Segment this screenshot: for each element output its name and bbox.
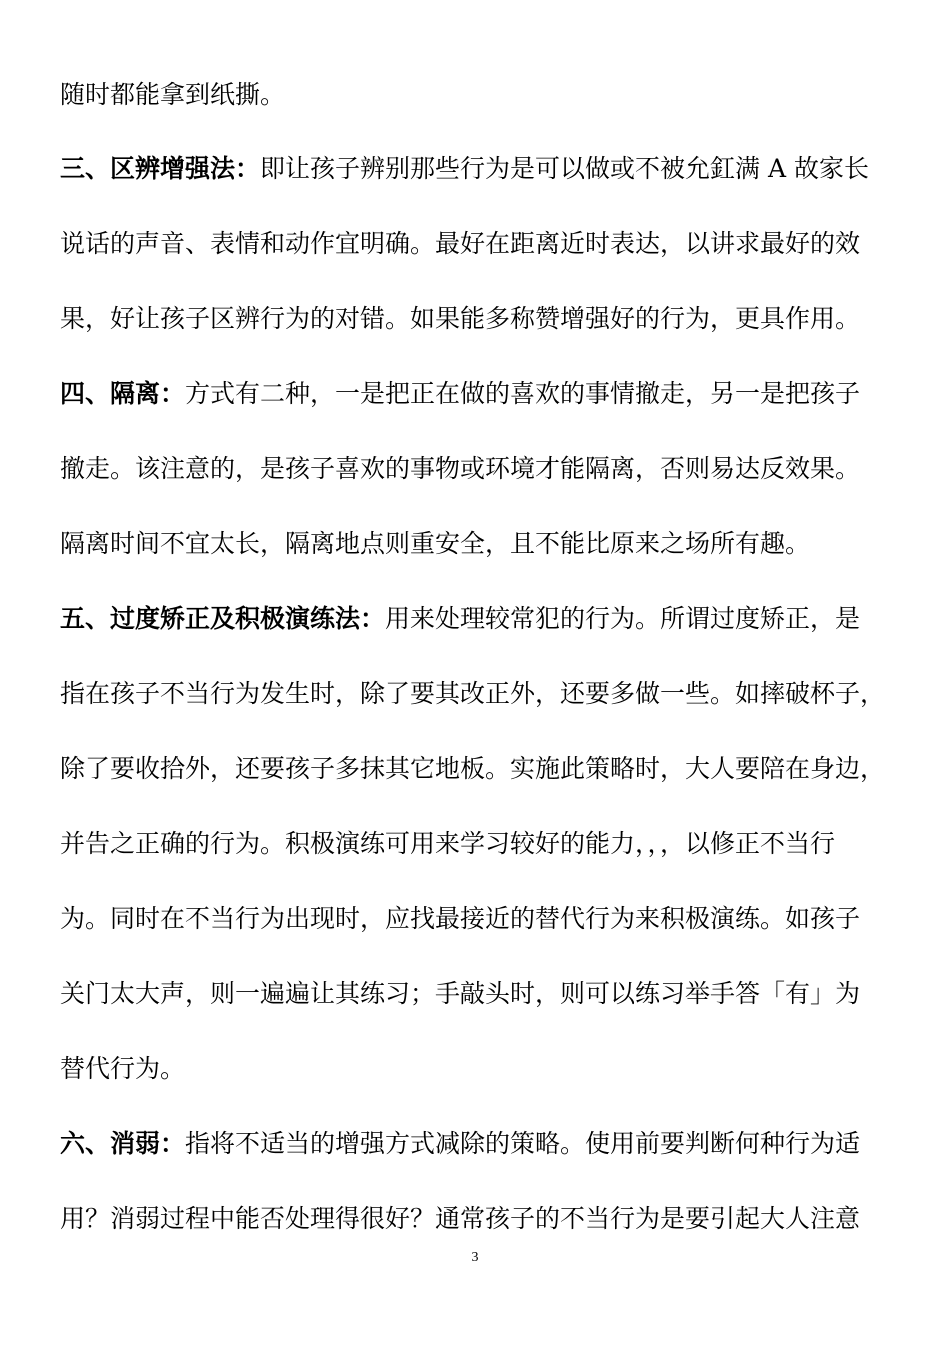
line-14-text: 替代行为。 (60, 1054, 186, 1083)
text-line-8 (60, 603, 900, 635)
line-10-text: 除了要收拾外，还要孩子多抹其它地板。实施此策略时，大人要陪在身边， (60, 754, 886, 783)
section-heading-four: 四、隔离： (60, 379, 186, 408)
text-line-15 (60, 1128, 900, 1160)
line-11-text: 并告之正确的行为。积极演练可用来学习较好的能力，，，以修正不当行 (60, 829, 836, 858)
line-1-text: 随时都能拿到纸撕。 (60, 80, 286, 109)
text-line-11 (60, 828, 900, 860)
line-15-text: 指将不适当的增强方式减除的策略。使用前要判断何种行为适 (185, 1129, 861, 1158)
text-line-3 (60, 228, 900, 260)
line-2-text: 即让孩子辨别那些行为是可以做或不被允釭满 A 故家长 (260, 154, 869, 183)
text-line-4 (60, 303, 900, 335)
line-13-text: 关门太大声，则一遍遍让其练习；手敲头时，则可以练习举手答「有」为 (60, 979, 861, 1008)
line-9-text: 指在孩子不当行为发生时，除了要其改正外，还要多做一些。如摔破杯子， (60, 679, 886, 708)
line-7-text: 隔离时间不宜太长，隔离地点则重安全，且不能比原来之场所有趣。 (60, 529, 811, 558)
text-line-7 (60, 528, 900, 560)
line-12-text: 为。同时在不当行为出现时，应找最接近的替代行为来积极演练。如孩子 (60, 904, 861, 933)
text-line-16 (60, 1203, 900, 1235)
text-line-5 (60, 378, 900, 410)
section-heading-five: 五、过度矫正及积极演练法： (60, 604, 386, 633)
line-4-text: 果，好让孩子区辨行为的对错。如果能多称赞增强好的行为，更具作用。 (60, 304, 861, 333)
text-line-1 (60, 79, 900, 111)
text-line-14 (60, 1053, 900, 1085)
section-heading-three: 三、区辨增强法： (60, 154, 261, 183)
text-line-13 (60, 978, 900, 1010)
section-heading-six: 六、消弱： (60, 1129, 186, 1158)
text-line-12 (60, 903, 900, 935)
line-16-text: 用？消弱过程中能否处理得很好？通常孩子的不当行为是要引起大人注意 (60, 1204, 861, 1233)
page-number: 3 (471, 1250, 479, 1265)
line-5-text: 方式有二种，一是把正在做的喜欢的事情撤走，另一是把孩子 (185, 379, 861, 408)
line-6-text: 撤走。该注意的，是孩子喜欢的事物或环境才能隔离，否则易达反效果。 (60, 454, 861, 483)
line-8-text: 用来处理较常犯的行为。所谓过度矫正，是 (385, 604, 861, 633)
text-line-2 (60, 153, 900, 185)
text-line-10 (60, 753, 900, 785)
text-line-9 (60, 678, 900, 710)
line-3-text: 说话的声音、表情和动作宜明确。最好在距离近时表达，以讲求最好的效 (60, 229, 861, 258)
text-line-6 (60, 453, 900, 485)
